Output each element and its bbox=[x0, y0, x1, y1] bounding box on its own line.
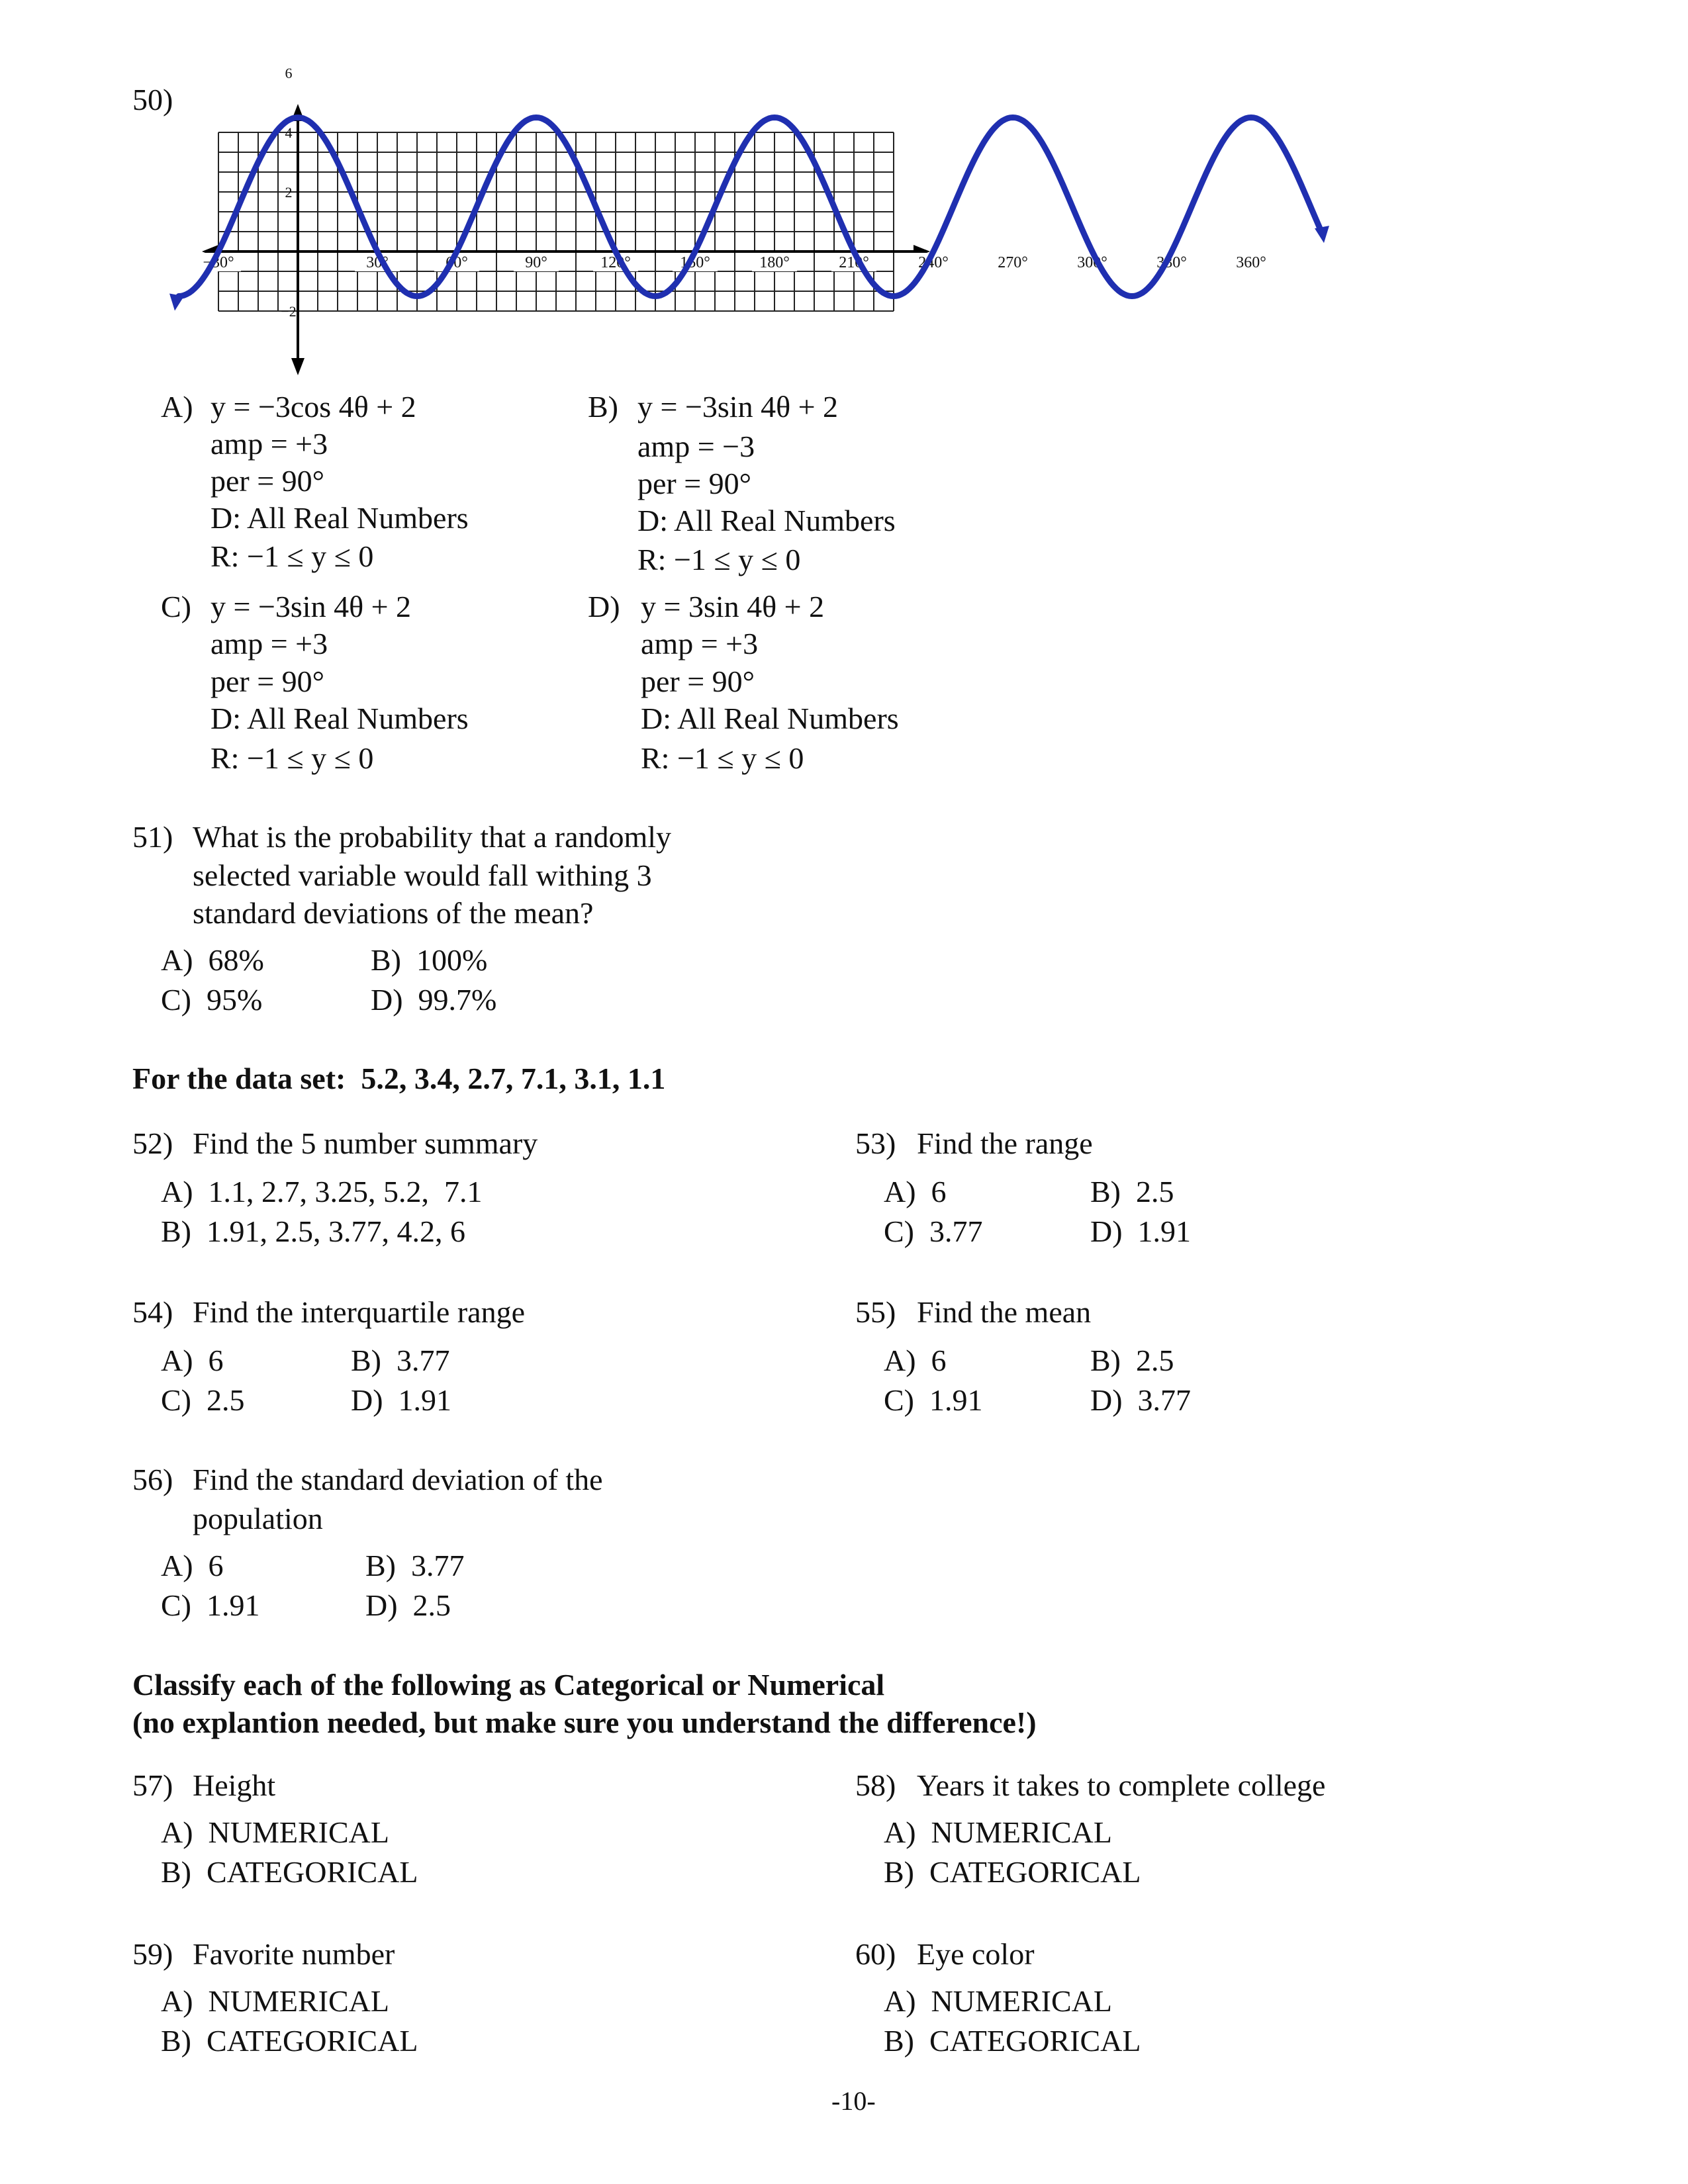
data-set-heading: For the data set: 5.2, 3.4, 2.7, 7.1, 3.1, 1.1 bbox=[132, 1062, 666, 1095]
q60-option-a: A) NUMERICAL bbox=[884, 1984, 1112, 2018]
q51-option-d: D) 99.7% bbox=[371, 983, 497, 1017]
q50-option-c-label: C) bbox=[161, 590, 191, 623]
q57-number: 57) bbox=[132, 1768, 173, 1802]
q50-option-b-equation: y = −3sin 4θ + 2 bbox=[637, 390, 839, 424]
q60-text: Eye color bbox=[917, 1937, 1035, 1971]
q55-option-b: B) 2.5 bbox=[1090, 1343, 1174, 1377]
q56-option-b: B) 3.77 bbox=[365, 1549, 465, 1582]
q50-option-c-domain: D: All Real Numbers bbox=[211, 702, 469, 735]
q59-option-b: B) CATEGORICAL bbox=[161, 2024, 418, 2058]
y-tick-label: 6 bbox=[285, 65, 293, 81]
q52-option-a: A) 1.1, 2.7, 3.25, 5.2, 7.1 bbox=[161, 1175, 483, 1208]
q50-option-a-domain: D: All Real Numbers bbox=[211, 501, 469, 535]
q59-text: Favorite number bbox=[193, 1937, 395, 1971]
q50-option-a-amp: amp = +3 bbox=[211, 427, 328, 461]
q56-number: 56) bbox=[132, 1463, 173, 1496]
q55-option-a: A) 6 bbox=[884, 1343, 947, 1377]
x-tick-label: 150° bbox=[680, 254, 710, 271]
q50-option-d-amp: amp = +3 bbox=[641, 627, 759, 660]
q59-number: 59) bbox=[132, 1937, 173, 1971]
curve-arrow-left-icon bbox=[169, 294, 184, 311]
x-tick-label: 30° bbox=[366, 254, 389, 271]
sine-curve bbox=[179, 118, 1320, 296]
x-tick-label: −30° bbox=[203, 254, 234, 271]
q51-number: 51) bbox=[132, 820, 173, 854]
y-axis-arrow-down-icon bbox=[291, 358, 305, 375]
q53-option-c: C) 3.77 bbox=[884, 1214, 983, 1248]
q58-option-a: A) NUMERICAL bbox=[884, 1815, 1112, 1849]
q54-text: Find the interquartile range bbox=[193, 1295, 526, 1329]
q55-option-c: C) 1.91 bbox=[884, 1383, 983, 1417]
q52-text: Find the 5 number summary bbox=[193, 1126, 538, 1160]
q50-option-a-equation: y = −3cos 4θ + 2 bbox=[211, 390, 416, 424]
q52-option-b: B) 1.91, 2.5, 3.77, 4.2, 6 bbox=[161, 1214, 465, 1248]
q51-option-b: B) 100% bbox=[371, 943, 488, 977]
q55-number: 55) bbox=[855, 1295, 896, 1329]
q51-option-c: C) 95% bbox=[161, 983, 263, 1017]
classify-heading-line-2: (no explantion needed, but make sure you understand the difference!) bbox=[132, 1706, 1037, 1739]
q53-text: Find the range bbox=[917, 1126, 1093, 1160]
q59-option-a: A) NUMERICAL bbox=[161, 1984, 389, 2018]
x-tick-label: 60° bbox=[445, 254, 468, 271]
q50-option-d-per: per = 90° bbox=[641, 664, 755, 698]
q60-option-b: B) CATEGORICAL bbox=[884, 2024, 1141, 2058]
classify-heading-line-1: Classify each of the following as Categorical or Numerical bbox=[132, 1668, 885, 1702]
q50-option-d-equation: y = 3sin 4θ + 2 bbox=[641, 590, 825, 623]
x-tick-label: 330° bbox=[1156, 254, 1187, 271]
q54-number: 54) bbox=[132, 1295, 173, 1329]
q50-option-b-range: R: −1 ≤ y ≤ 0 bbox=[637, 543, 801, 576]
x-tick-label: 270° bbox=[998, 254, 1028, 271]
q50-number: 50) bbox=[132, 83, 173, 116]
q50-option-c-per: per = 90° bbox=[211, 664, 325, 698]
q56-text-line-2: population bbox=[193, 1502, 323, 1535]
q50-option-c-equation: y = −3sin 4θ + 2 bbox=[211, 590, 412, 623]
q56-option-a: A) 6 bbox=[161, 1549, 224, 1582]
q50-option-b-label: B) bbox=[588, 390, 618, 424]
q58-option-b: B) CATEGORICAL bbox=[884, 1855, 1141, 1889]
q50-option-a-per: per = 90° bbox=[211, 464, 325, 498]
q50-option-d-label: D) bbox=[588, 590, 620, 623]
q50-option-c-amp: amp = +3 bbox=[211, 627, 328, 660]
q57-option-a: A) NUMERICAL bbox=[161, 1815, 389, 1849]
q50-option-b-amp: amp = −3 bbox=[637, 430, 755, 463]
y-tick-label: −2 bbox=[281, 303, 297, 320]
q60-number: 60) bbox=[855, 1937, 896, 1971]
q50-option-d-range: R: −1 ≤ y ≤ 0 bbox=[641, 741, 804, 775]
x-tick-label: 300° bbox=[1077, 254, 1107, 271]
q51-text-line-2: selected variable would fall withing 3 bbox=[193, 858, 652, 892]
q50-option-b-domain: D: All Real Numbers bbox=[637, 504, 896, 537]
q57-option-b: B) CATEGORICAL bbox=[161, 1855, 418, 1889]
x-tick-label: 180° bbox=[759, 254, 790, 271]
q50-option-b-per: per = 90° bbox=[637, 467, 752, 500]
q56-option-d: D) 2.5 bbox=[365, 1588, 451, 1622]
q54-option-c: C) 2.5 bbox=[161, 1383, 245, 1417]
q54-option-d: D) 1.91 bbox=[351, 1383, 452, 1417]
q57-text: Height bbox=[193, 1768, 276, 1802]
x-tick-label: 360° bbox=[1236, 254, 1266, 271]
q55-option-d: D) 3.77 bbox=[1090, 1383, 1192, 1417]
q51-option-a: A) 68% bbox=[161, 943, 264, 977]
page-number: -10- bbox=[831, 2086, 876, 2116]
q53-number: 53) bbox=[855, 1126, 896, 1160]
q58-number: 58) bbox=[855, 1768, 896, 1802]
q53-option-a: A) 6 bbox=[884, 1175, 947, 1208]
q53-option-b: B) 2.5 bbox=[1090, 1175, 1174, 1208]
y-tick-label: 4 bbox=[285, 124, 293, 141]
q54-option-b: B) 3.77 bbox=[351, 1343, 450, 1377]
q51-text-line-1: What is the probability that a randomly bbox=[193, 820, 672, 854]
q58-text: Years it takes to complete college bbox=[917, 1768, 1326, 1802]
q50-option-a-label: A) bbox=[161, 390, 193, 424]
q56-option-c: C) 1.91 bbox=[161, 1588, 260, 1622]
curve-arrow-right-icon bbox=[1315, 226, 1329, 243]
x-tick-label: 120° bbox=[600, 254, 631, 271]
q50-option-d-domain: D: All Real Numbers bbox=[641, 702, 899, 735]
q50-option-c-range: R: −1 ≤ y ≤ 0 bbox=[211, 741, 374, 775]
x-tick-label: 210° bbox=[839, 254, 869, 271]
q52-number: 52) bbox=[132, 1126, 173, 1160]
q50-option-a-range: R: −1 ≤ y ≤ 0 bbox=[211, 539, 374, 573]
x-tick-label: 240° bbox=[918, 254, 949, 271]
q56-text-line-1: Find the standard deviation of the bbox=[193, 1463, 603, 1496]
q53-option-d: D) 1.91 bbox=[1090, 1214, 1192, 1248]
q51-text-line-3: standard deviations of the mean? bbox=[193, 896, 594, 930]
q54-option-a: A) 6 bbox=[161, 1343, 224, 1377]
q50-sine-graph bbox=[199, 65, 1266, 381]
q55-text: Find the mean bbox=[917, 1295, 1092, 1329]
x-tick-label: 90° bbox=[525, 254, 547, 271]
y-tick-label: 2 bbox=[285, 184, 293, 201]
